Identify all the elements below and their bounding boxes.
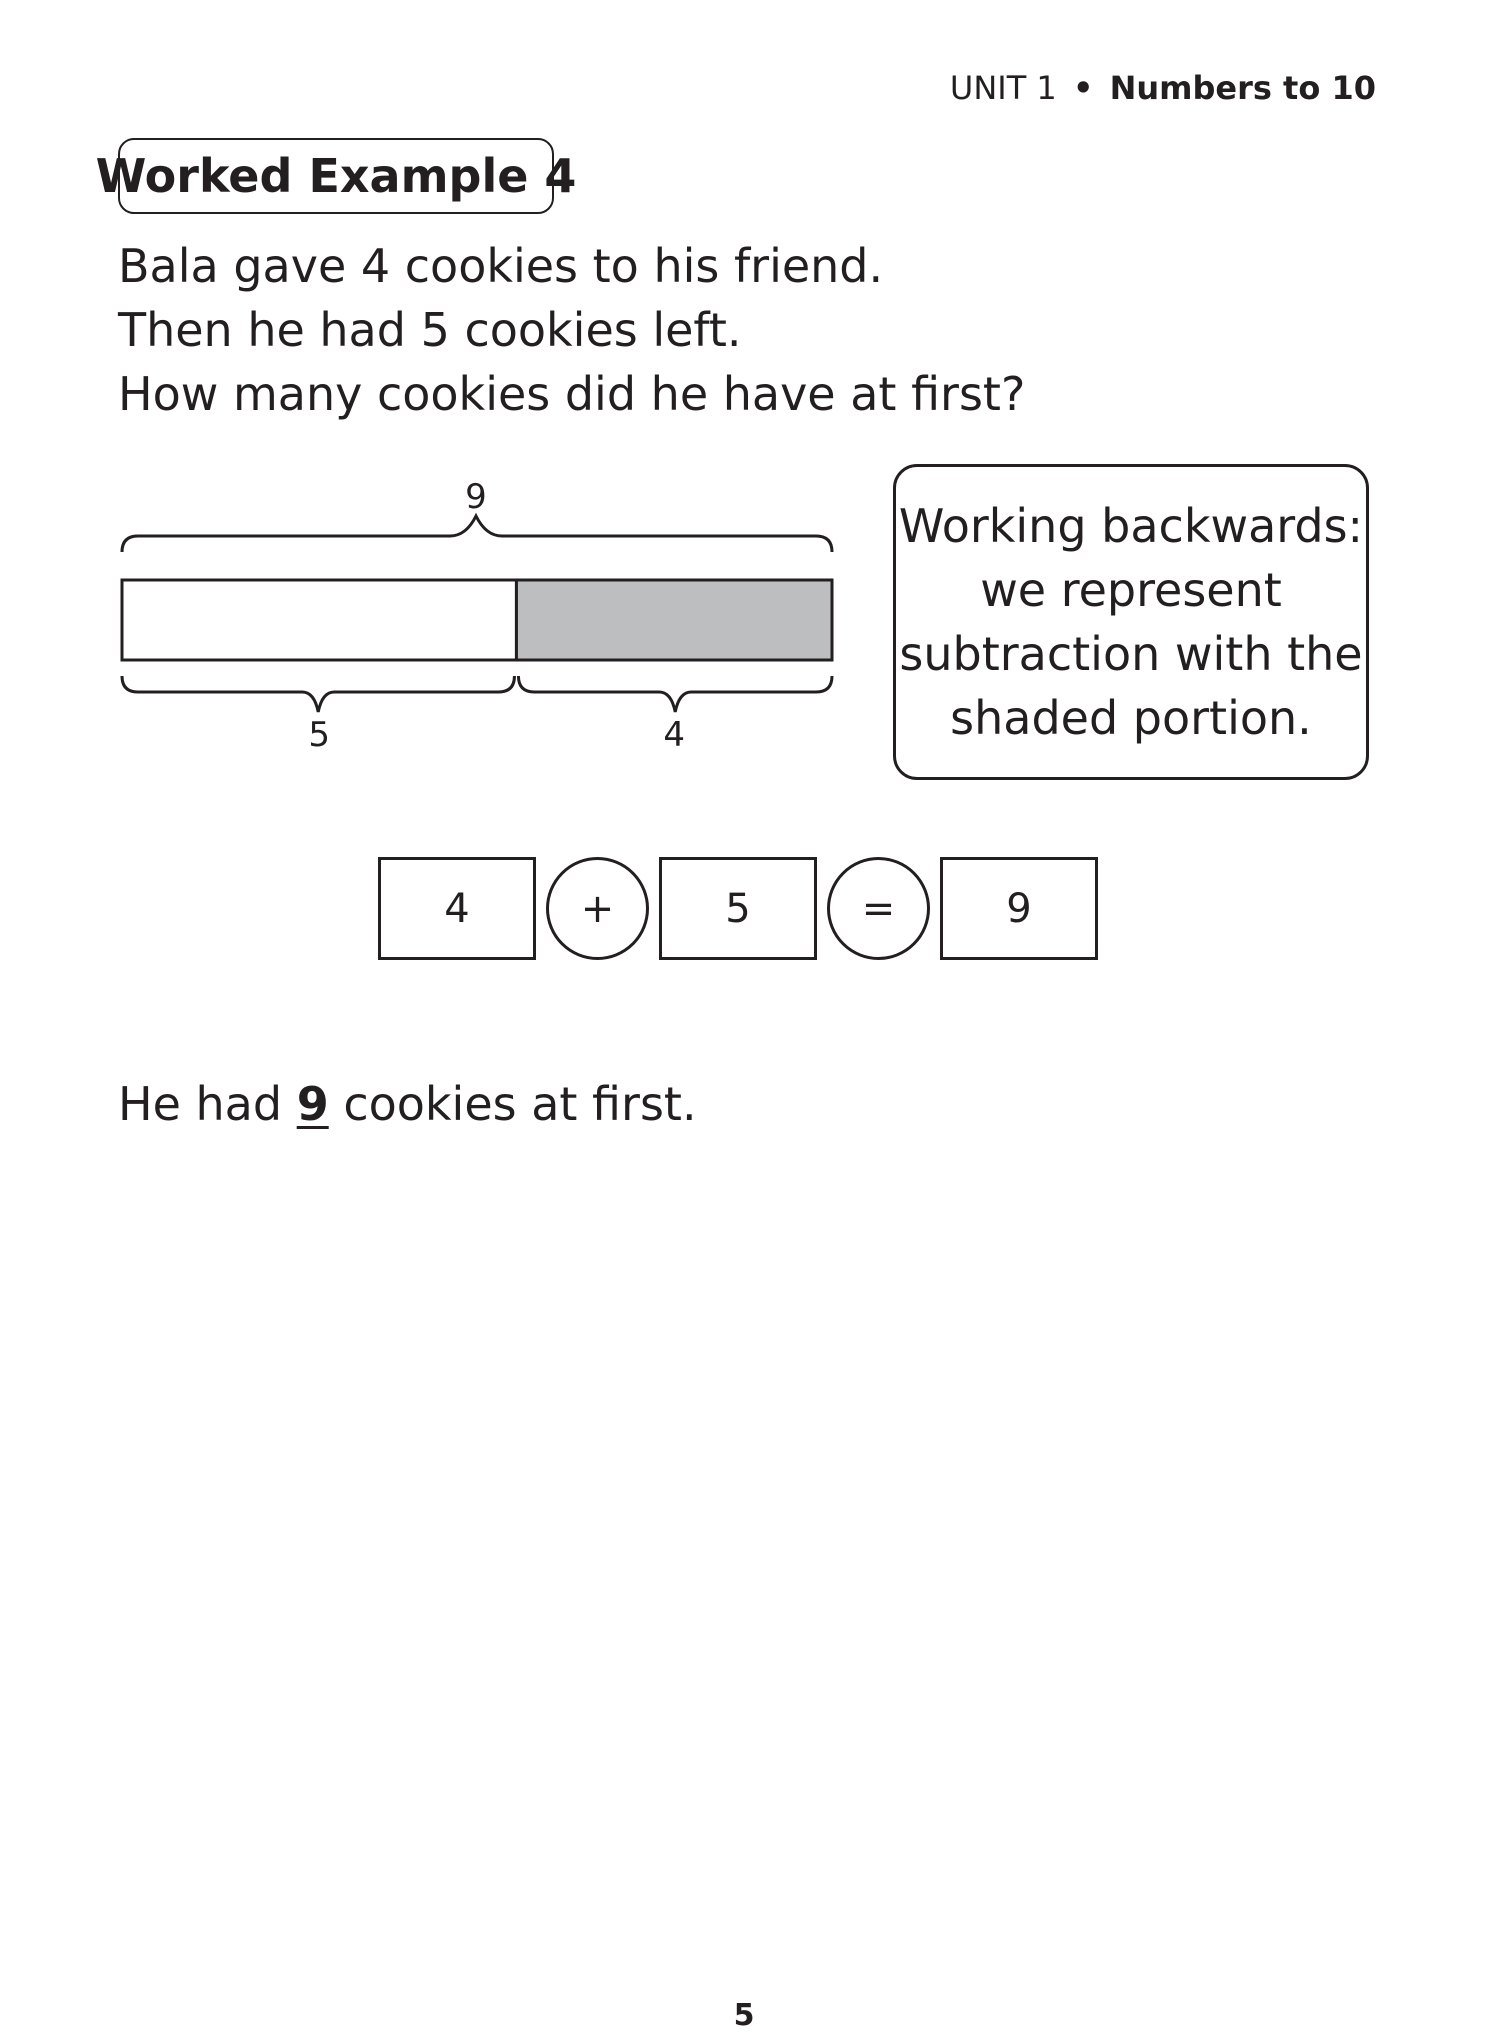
note-line: Working backwards:	[898, 499, 1364, 553]
question-line: How many cookies did he have at first?	[118, 367, 1026, 421]
note-line: shaded portion.	[950, 691, 1312, 745]
right-part-brace	[518, 676, 832, 712]
plus-operator: +	[546, 857, 649, 960]
result-box: 9	[940, 857, 1098, 960]
question-line: Then he had 5 cookies left.	[118, 303, 742, 357]
unit-title: Numbers to 10	[1109, 69, 1376, 107]
number-sentence	[378, 857, 1098, 960]
note-line: subtraction with the	[899, 627, 1363, 681]
page-number: 5	[733, 1998, 755, 2033]
answer-prefix: He had	[118, 1077, 297, 1131]
working-backwards-note	[893, 464, 1369, 780]
left-part-label: 5	[308, 715, 331, 755]
answer-value: 9	[296, 1077, 329, 1131]
right-part-label: 4	[663, 715, 686, 755]
unit-label: UNIT 1	[949, 69, 1057, 107]
running-header	[950, 68, 1376, 108]
left-part-brace	[122, 676, 514, 712]
question-text	[118, 234, 1025, 426]
total-brace	[122, 516, 832, 552]
bar-segment-right-shaded	[516, 580, 832, 660]
worked-example-badge: Worked Example 4	[118, 138, 554, 214]
header-bullet: •	[1072, 69, 1094, 107]
total-label: 9	[465, 477, 487, 517]
question-line: Bala gave 4 cookies to his friend.	[118, 239, 884, 293]
addend-box-2: 5	[659, 857, 817, 960]
answer-suffix: cookies at first.	[328, 1077, 697, 1131]
addend-box-1: 4	[378, 857, 536, 960]
answer-sentence	[118, 1072, 697, 1136]
bar-segment-left	[122, 580, 516, 660]
note-line: we represent	[980, 563, 1282, 617]
equals-operator: =	[827, 857, 930, 960]
bar-model-diagram	[110, 470, 850, 770]
